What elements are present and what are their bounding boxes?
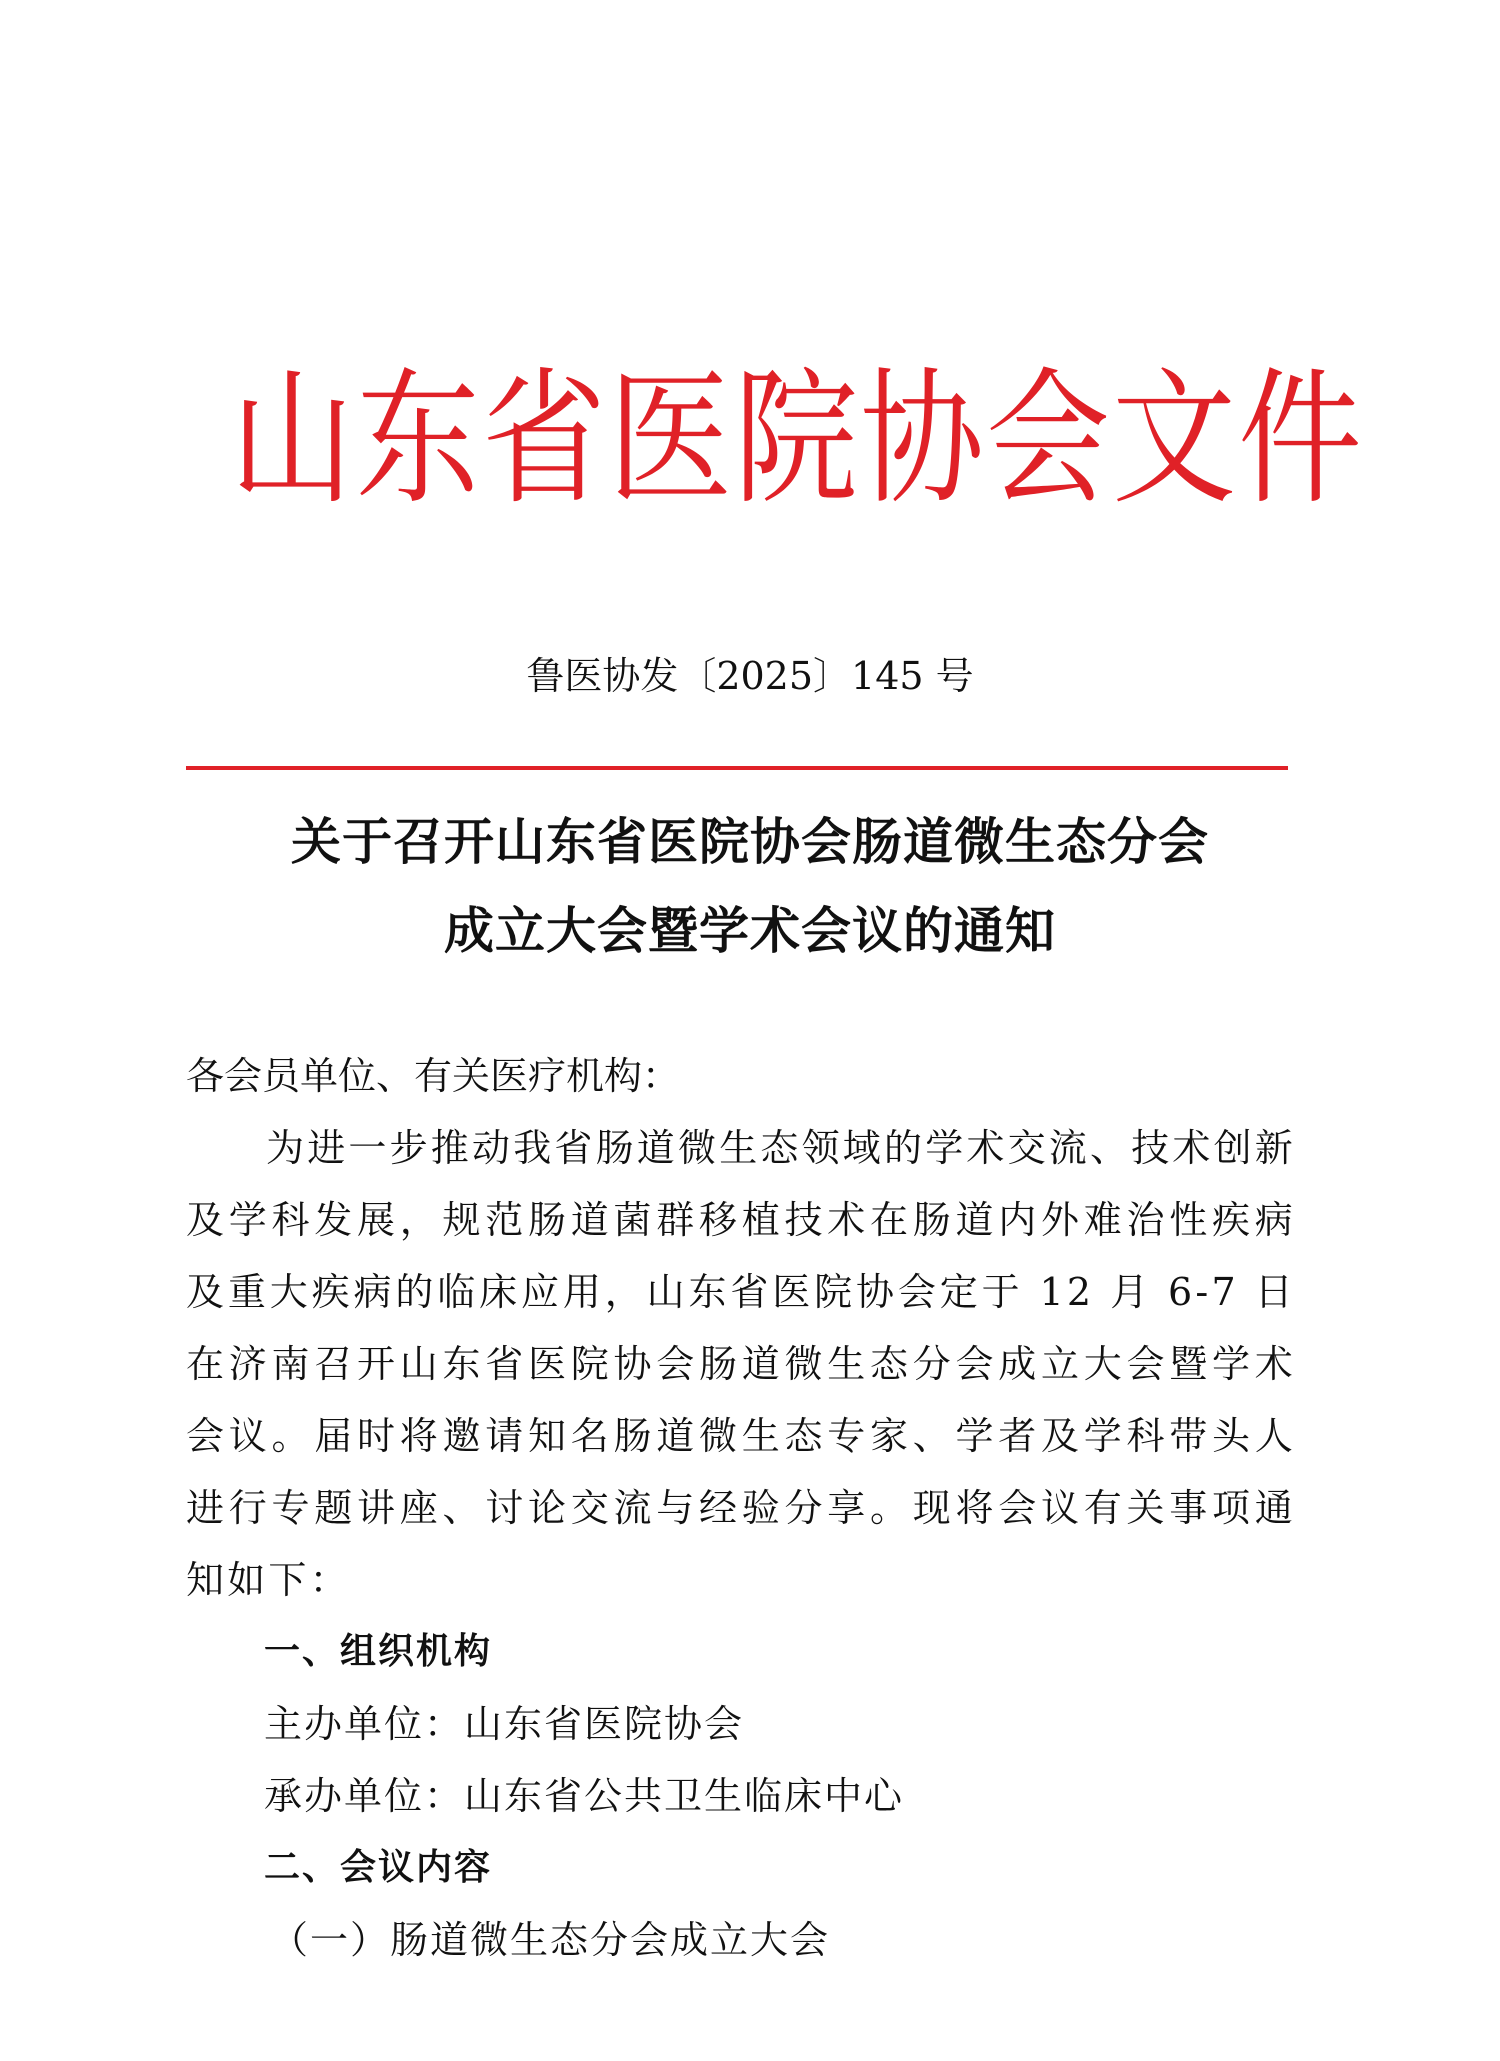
notice-body — [186, 1040, 1296, 1976]
masthead-title: 山东省医院协会文件 — [230, 355, 1365, 525]
host-unit: 主办单位：山东省医院协会 — [264, 1702, 745, 1746]
salutation: 各会员单位、有关医疗机构： — [186, 1054, 681, 1098]
red-divider-line — [186, 766, 1288, 770]
section-heading-organization: 一、组织机构 — [264, 1631, 493, 1672]
content-item-1: （一）肠道微生态分会成立大会 — [270, 1918, 831, 1962]
notice-title-line-2: 成立大会暨学术会议的通知 — [444, 902, 1056, 960]
intro-paragraph: 为进一步推动我省肠道微生态领域的学术交流、技术创新及学科发展，规范肠道菌群移植技术在肠道内外难治性疾病及重大疾病的临床应用，山东省医院协会定于 12 月 6-7 日在济南召开山东省医院协会肠道微生态分会成立大会暨学术会议。届时将邀请知名肠道微生态专家、学者及学科带头人进行专题讲座、讨论交流与经验分享。现将会议有关事项通知如下： — [186, 1126, 1297, 1602]
organizer-unit: 承办单位：山东省公共卫生临床中心 — [264, 1774, 905, 1818]
notice-title-line-1: 关于召开山东省医院协会肠道微生态分会 — [291, 813, 1209, 871]
section-heading-content: 二、会议内容 — [264, 1847, 493, 1888]
document-number: 鲁医协发〔2025〕145 号 — [526, 654, 974, 698]
